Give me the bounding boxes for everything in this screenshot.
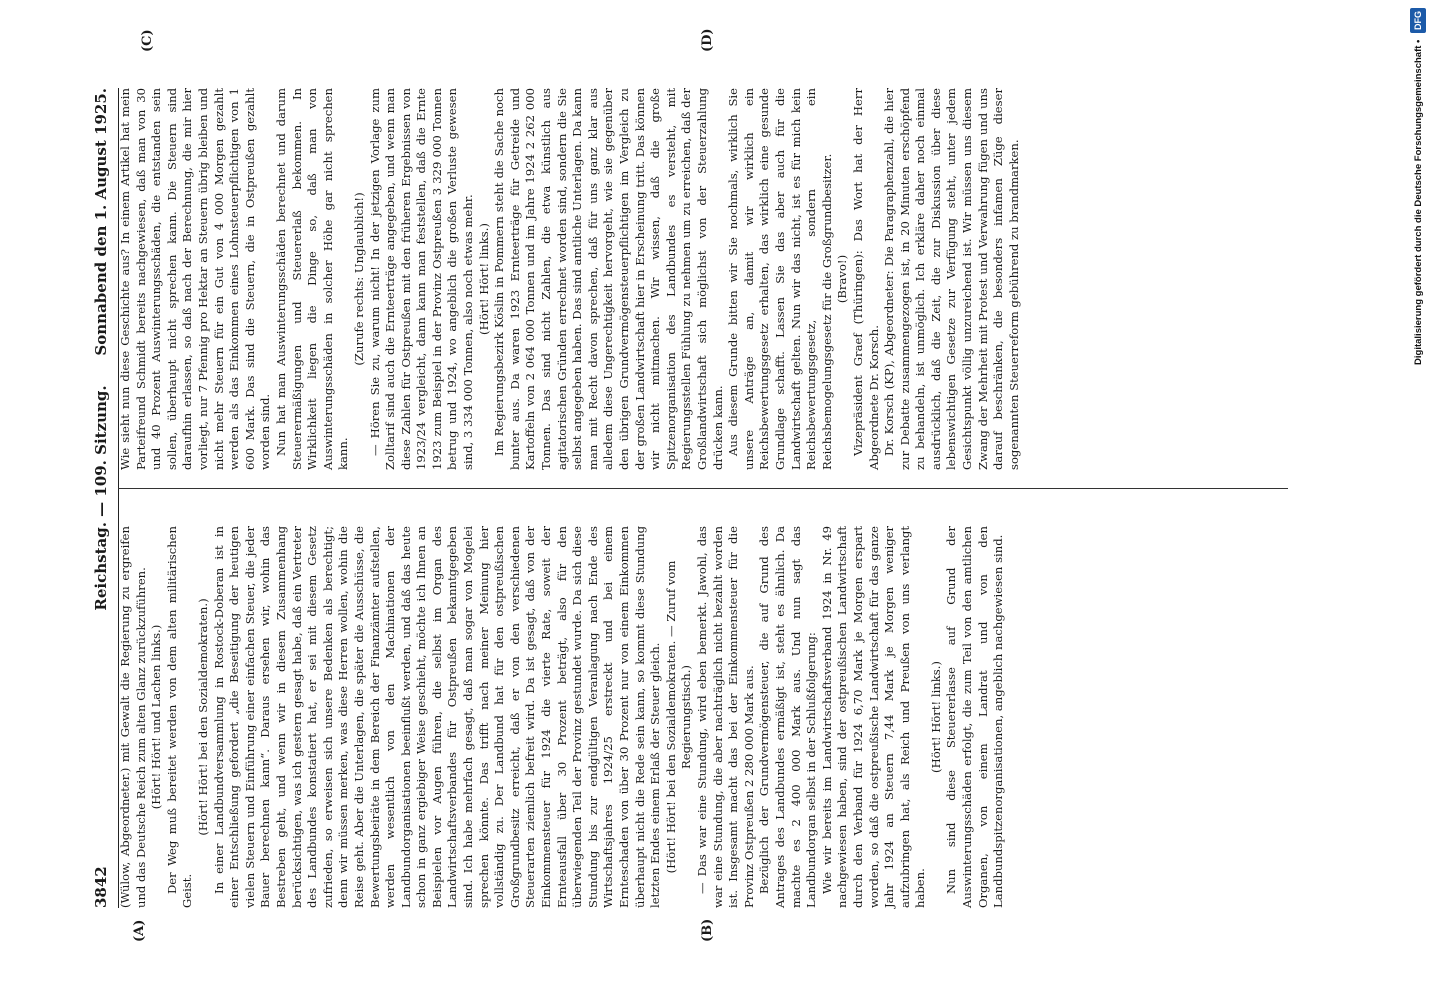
interjection: (Hört! Hört! bei den Sozialdemokraten. — Zuruf vom Regierungstisch.) [663, 560, 694, 874]
page-number: 3842 [92, 866, 110, 908]
interjection: (Hört! Hört! bei den Sozialdemokraten.) [195, 598, 210, 836]
paragraph: Aus diesem Grunde bitten wir Sie nochmals, wirklich Sie unsere Anträge an, damit wir wirklich ein Reichsbewertungsgesetz erhalten, das wirklich eine gesunde Grundlage schafft. Lassen Sie das aber auch für die Landwirtschaft gelten. Nun wir das nicht, ist es für mich kein Reichsbewertungsgesetz, sondern ein Reichsbemogelungsgesetz für die Großgrundbesitzer. [726, 88, 834, 470]
margin-mark-d: (D) [700, 28, 715, 52]
interjection: (Hört! Hört! und Lachen links.) [149, 624, 164, 810]
speaker-paragraph: Vizepräsident Graef (Thüringen): Das Wort hat der Herr Abgeordnete Dr. Korsch. [850, 88, 881, 470]
paragraph: (Wülow, Abgeordneter.) mit Gewalt die Regierung zu ergreifen und das Deutsche Reich zum alten Glanz zurückzuführen. [118, 526, 148, 908]
paragraph: Wie sieht nun diese Geschichte aus? In einem Artikel hat mein Parteifreund Schmidt bereits nachgewiesen, daß man von 30 und 40 Prozent Auswinterungsschäden, die entstanden sein sollen, überhaupt nicht sprechen kann. Die Steuern sind daraufhin erlassen, so daß nach der Berechnung, die mir hier vorliegt, nur 7 Pfennig pro Hektar an Steuern übrig bleiben und nicht mehr Steuern für ein Gut von 4 000 Morgen gezahlt werden als das Einkommen eines Lohnsteuerpflichtigen von 1 600 Mark. Das sind die Steuern, die in Ostpreußen gezahlt worden sind. [118, 88, 273, 470]
text-column-left [118, 526, 1293, 908]
paragraph: Der Weg muß bereitet werden von dem alten militärischen Geist. [164, 526, 195, 908]
paragraph: In einer Landbundversammlung in Rostock-Doberan ist in einer Entschließung gefordert „die Beseitigung der heutigen vielen Steuern und Einführung einer einfachen Steuer, die jeder Bauer berechnen kann“. Daraus ersehen wir, wohin das Bestreben geht, und wenn wir in diesem Zusammenhang berücksichtigen, was ich gestern gesagt habe, daß ein Vertreter des Landbundes konstatiert hat, er sei mit diesem Gesetz zufrieden, so erweisen sich unsere Bedenken als berechtigt; denn wir müssen merken, was diese Herren wollen, wohin die Reise geht. Aber die Unterlagen, die später die Ausschüsse, die Bewertungsbeiräte in dem Bereich der Finanzämter aufstellen, werden wesentlich von den Machinationen der Landbundorganisationen beeinflußt werden, und daß das heute schon in ganz ergiebiger Weise geschieht, möchte ich Ihnen an Beispielen vor Augen führen, die selbst im Organ des Landwirtschaftsverbandes für Ostpreußen bekanntgegeben sind. Ich habe mehrfach gesagt, daß man sogar von Mogelei sprechen könnte. Das trifft nach meiner Meinung hier vollständig zu. Der Landbund hat für den ostpreußischen Großgrundbesitz erreicht, daß er von den verschiedenen Steuerarten ziemlich befreit wird. Da ist gesagt, daß von der Einkommensteuer für 1924 die vierte Rate, soweit der Ernteausfall über 30 Prozent beträgt, also für den überwiegenden Teil der Provinz gestundet wurde. Da sich diese Stundung bis zur endgültigen Veranlagung nach Ende des Wirtschaftsjahres 1924/25 erstreckt und bei einem Ernteschaden von über 30 Prozent nur von einem Einkommen überhaupt nicht die Rede sein kann, so kommt diese Stundung letzten Endes einem Erlaß der Steuer gleich. [211, 526, 663, 908]
paragraph: Nun hat man Auswinterungsschäden berechnet und darum Steuerermäßigungen und Steuererlaß bekommen. In Wirklichkeit liegen die Dinge so, daß man von Auswinterungsschäden in solcher Höhe gar nicht sprechen kann. [273, 88, 351, 470]
paragraph: Nun sind diese Steuererlasse auf Grund der Auswinterungsschäden erfolgt, die zum Teil von den amtlichen Organen, von einem Landrat und von den Landbundspitzenorganisationen, angeblich nachgewiesen sind. [944, 526, 1006, 908]
session-date: Sonnabend den 1. August 1925. [92, 88, 110, 356]
paragraph: Im Regierungsbezirk Köslin in Pommern steht die Sache noch bunter aus. Da waren 1923 Ernteerträge für Getreide und Kartoffeln von 2 064 000 Tonnen und im Jahre 1924 2 262 000 Tonnen. Das sind nicht Zahlen, die etwa künstlich aus agitatorischen Gründen errechnet worden sind, sondern die Sie selbst angegeben haben. Das sind amtliche Unterlagen. Da kann man mit Recht davon sprechen, daß für uns ganz klar aus alledem diese Ungerechtigkeit hervorgeht, wie sie gegenüber den übrigen Grundvermögensteuerpflichtigen im Vergleich zu der großen Landwirtschaft hier in Erscheinung tritt. Das können wir nicht mitmachen. Wir wissen, daß die große Spitzenorganisation des Landbundes es versteht, mit Regierungsstellen Fühlung zu nehmen um zu erreichen, daß der Großlandwirtschaft sich möglichst von der Steuerzahlung drücken kann. [492, 88, 725, 470]
text-column-right [118, 88, 1293, 470]
interjection: (Hört! Hört! links.) [928, 661, 943, 773]
paragraph: Bezüglich der Grundvermögensteuer, die auf Grund des Antrages des Landbundes ermäßigt ist, steht es ähnlich. Da machte es 2 400 000 Mark aus. Und nun sagt das Landbundorgan selbst in der Schlußfolgerung: [757, 526, 819, 908]
column-divider [118, 488, 1288, 489]
page-header [88, 88, 119, 908]
interjection: (Hört! Hört! links.) [476, 223, 491, 335]
session-title: Reichstag. — 109. Sitzung. [92, 385, 110, 611]
paragraph: — Das war eine Stundung, wird eben bemerkt. Jawohl, das war eine Stundung, die aber nachträglich nicht bezahlt worden ist. Insgesamt macht das bei der Einkommensteuer für die Provinz Ostpreußen 2 280 000 Mark aus. [694, 526, 756, 908]
quotation: Wie wir bereits im Landwirtschaftsverband 1924 in Nr. 49 nachgewiesen haben, sind der ostpreußischen Landwirtschaft durch den Verband für 1924 6,70 Mark je Morgen erspart worden, so daß die ostpreußische Landwirtschaft für das ganze Jahr 1924 an Steuern 7,44 Mark je Morgen weniger aufzubringen hat, als Reich und Preußen von uns verlangt haben. [819, 526, 928, 908]
margin-mark-b: (B) [700, 918, 715, 942]
interjection: (Zurufe rechts: Unglaublich!) [351, 192, 366, 366]
dfg-credit [1410, 8, 1426, 988]
speaker-paragraph: Dr. Korsch (KP), Abgeordneter: Die Paragraphenzahl, die hier zur Debatte zusammengezogen ist, in 20 Minuten erschöpfend zu behandeln, ist unmöglich. Ich erkläre daher noch einmal ausdrücklich, daß die Zeit, die zur Diskussion über diese lebenswichtigen Gesetze zur Verfügung steht, unter jedem Gesichtspunkt völlig unzureichend ist. Wir müssen uns diesem Zwang der Mehrheit mit Protest und Verwahrung fügen und uns darauf beschränken, die besonders infamen Züge dieser sogenannten Steuerreform gebührend zu brandmarken. [882, 88, 1021, 470]
dfg-logo: DFG [1410, 8, 1426, 33]
dfg-credit-text [1410, 8, 1426, 988]
paragraph: — Hören Sie zu, warum nicht! In der jetzigen Vorlage zum Zolltarif sind auch die Ernteerträge angegeben, und wenn man diese Zahlen für Ostpreußen mit den früheren Ergebnissen von 1923/24 vergleicht, dann kann man feststellen, daß die Ernte 1923 zum Beispiel in der Provinz Ostpreußen 3 329 000 Tonnen betrug und 1924, wo angeblich die großen Verluste gewesen sind, 3 334 000 Tonnen, also noch etwas mehr. [367, 88, 476, 470]
interjection: (Bravo!) [835, 254, 850, 304]
margin-mark-c: (C) [140, 29, 155, 52]
dfg-note: Digitalisierung gefördert durch die Deutsche Forschungsgemeinschaft • [1413, 39, 1424, 365]
margin-mark-a: (A) [132, 919, 147, 942]
